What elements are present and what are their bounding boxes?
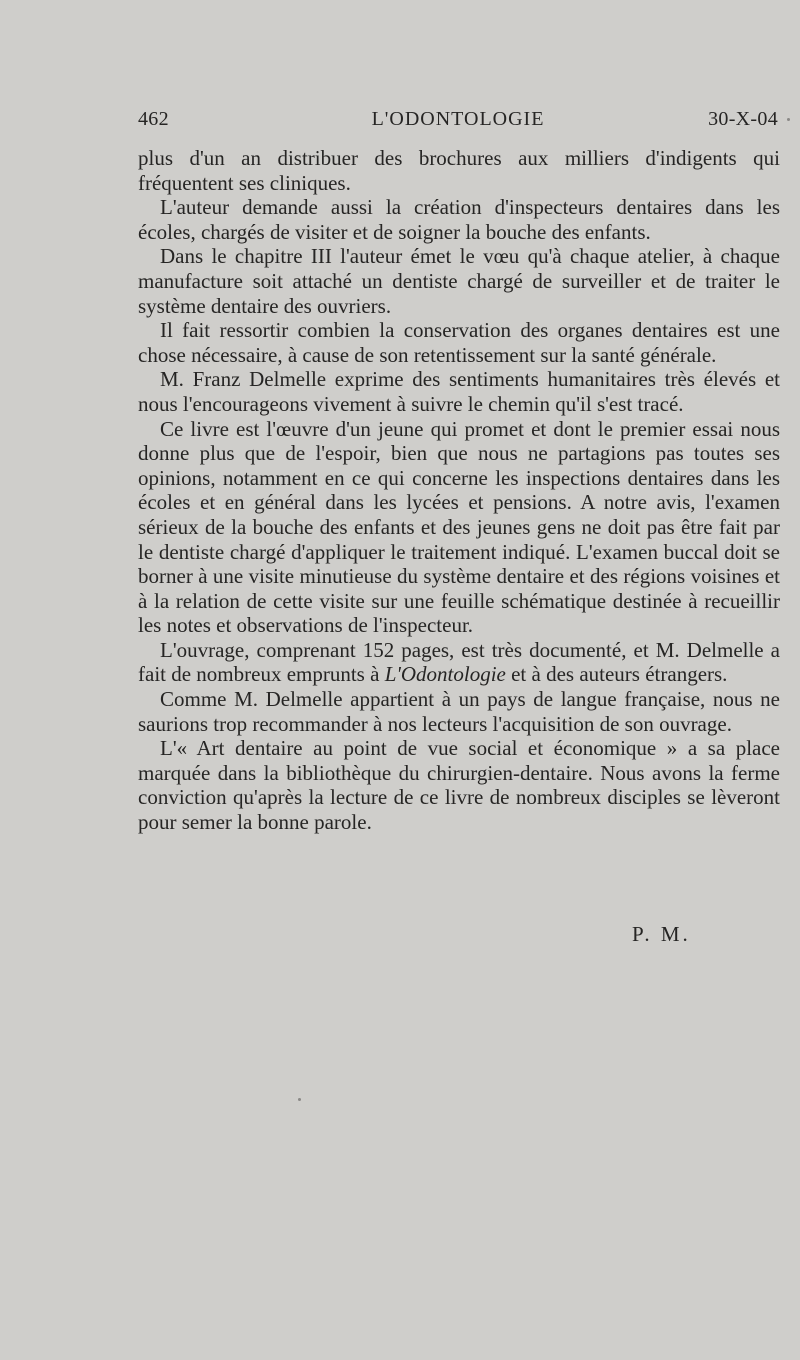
paragraph-inspecteurs: L'auteur demande aussi la création d'inspecteurs dentaires dans les écoles, chargés de visiter et de soigner la bouche des enfants. — [138, 195, 780, 244]
paragraph-conservation: Il fait ressortir combien la conservation des organes dentaires est une chose nécessaire, à cause de son retentissement sur la santé générale. — [138, 318, 780, 367]
paragraph-conclusion: L'« Art dentaire au point de vue social et économique » a sa place marquée dans la bibliothèque du chirurgien-dentaire. Nous avons la ferme conviction qu'après la lecture de ce livre de nombreux disciples se lèveront pour semer la bonne parole. — [138, 736, 780, 835]
paper-speck — [787, 118, 790, 121]
paragraph-langue-francaise: Comme M. Delmelle appartient à un pays de langue française, nous ne saurions trop recommander à nos lecteurs l'acquisition de son ouvrage. — [138, 687, 780, 736]
ouvrage-text-start: L'ouvrage, comprenant 152 pages, est très documenté, et M. Delmelle a fait de nombreux emprunts à — [138, 637, 780, 687]
paragraph-ouvrage — [138, 638, 780, 687]
journal-citation: L'Odontologie — [384, 662, 506, 687]
paragraph-continued: plus d'un an distribuer des brochures aux milliers d'indigents qui fréquentent ses cliniques. — [138, 146, 780, 195]
ouvrage-text-end: et à des auteurs étrangers. — [505, 662, 728, 687]
paragraph-jeune: Ce livre est l'œuvre d'un jeune qui promet et dont le premier essai nous donne plus que de l'espoir, bien que nous ne partagions pas toutes ses opinions, notamment en ce qui concerne les inspections dentaires dans les écoles et en général dans les lycées et pensions. A notre avis, l'examen sérieux de la bouche des enfants et des jeunes gens ne doit pas être fait par le dentiste chargé d'appliquer le traitement indiqué. L'examen buccal doit se borner à une visite minutieuse du système dentaire et des régions voisines et à la relation de cette visite sur une feuille schématique destinée à recueillir les notes et observations de l'inspecteur. — [138, 416, 780, 638]
page-number: 462 — [138, 108, 169, 130]
issue-date: 30-X-04 — [708, 108, 778, 130]
paragraph-chapitre-iii: Dans le chapitre III l'auteur émet le vœu qu'à chaque atelier, à chaque manufacture soit attaché un dentiste chargé de surveiller et de traiter le système dentaire des ouvriers. — [138, 244, 780, 318]
journal-title: L'ODONTOLOGIE — [371, 108, 545, 130]
running-header — [138, 108, 778, 138]
paragraph-delmelle: M. Franz Delmelle exprime des sentiments humanitaires très élevés et nous l'encourageons vivement à suivre le chemin qu'il s'est tracé. — [138, 367, 780, 416]
author-signature: P. M. — [632, 922, 691, 946]
article-body — [138, 146, 780, 835]
paper-speck — [298, 1098, 301, 1101]
